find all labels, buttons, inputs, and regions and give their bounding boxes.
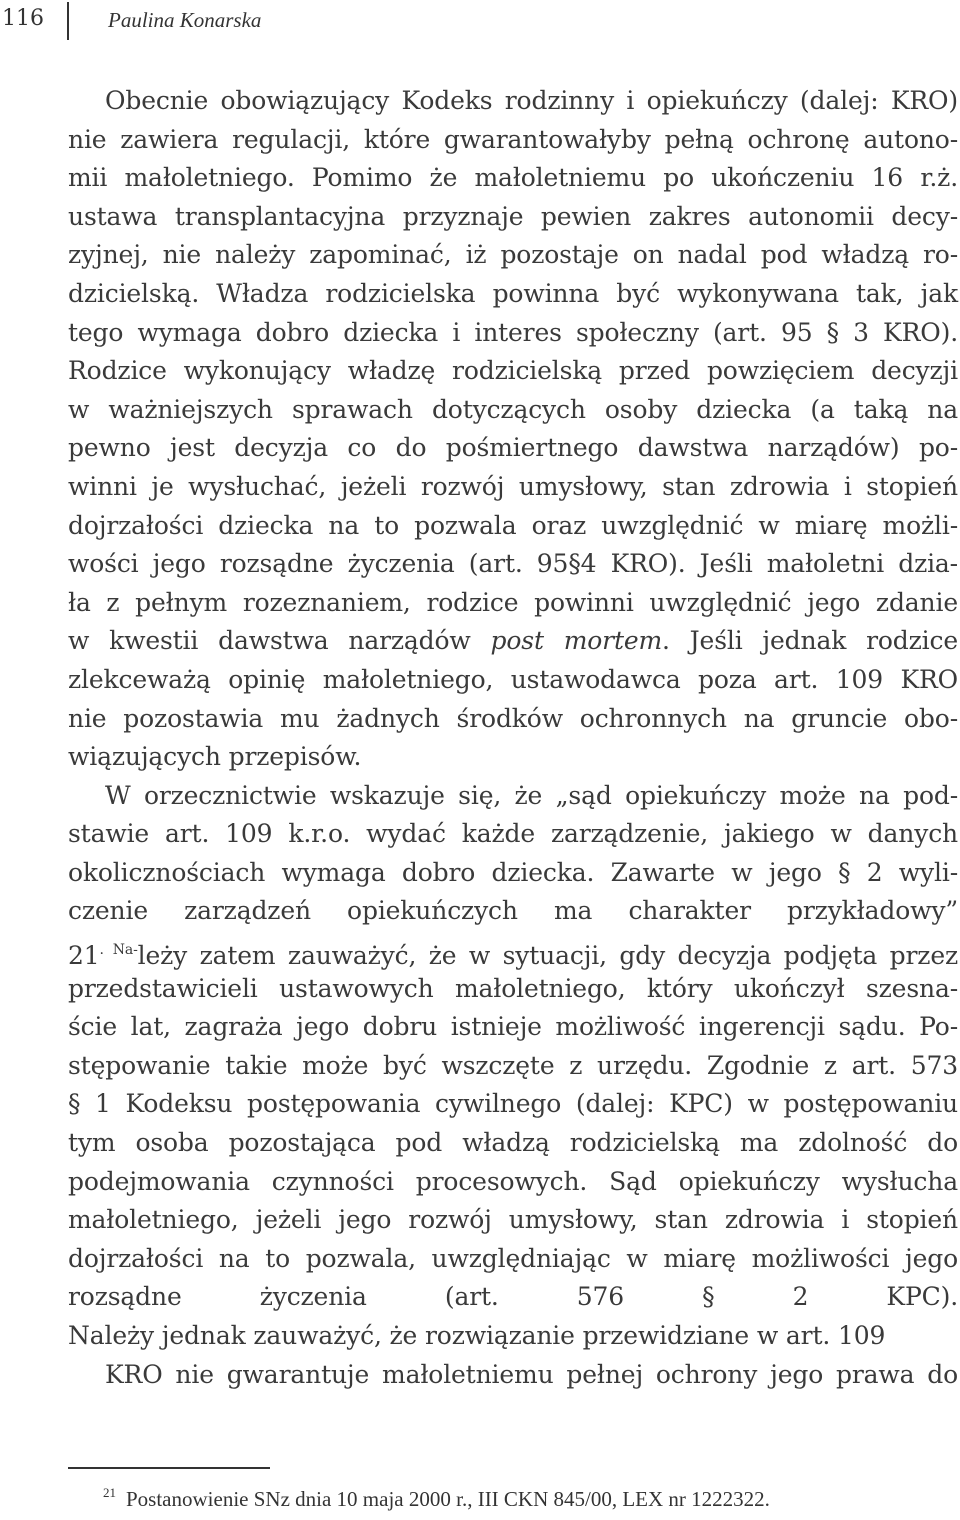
text-line: tym osoba pozostająca pod władzą rodzicielską ma zdolność do <box>68 1128 958 1158</box>
page-number: 116 <box>2 6 44 31</box>
text-line: wości jego rozsądne życzenia (art. 95§4 KRO). Jeśli małoletni dzia- <box>68 549 958 579</box>
text-line: dojrzałości dziecka na to pozwala oraz uwzględnić w miarę możli- <box>68 510 958 540</box>
text-line: rozsądne życzenia (art. 576 § 2 KPC). <box>68 1282 958 1312</box>
text-segment: 21 <box>68 941 100 971</box>
text-line: Obecnie obowiązujący Kodeks rodzinny i opiekuńczy (dalej: KRO) <box>105 86 958 115</box>
text-line: pewno jest decyzja co do pośmiertnego dawstwa narządów) po- <box>68 433 958 463</box>
text-line: winni je wysłuchać, jeżeli rozwój umysłowy, stan zdrowia i stopień <box>68 471 958 501</box>
text-line: Należy jednak zauważyć, że rozwiązanie przewidziane w art. 109 <box>68 1321 886 1350</box>
text-line: ustawa transplantacyjna przyznaje pewien zakres autonomii decy- <box>68 201 958 231</box>
text-line: w ważniejszych sprawach dotyczących osoby dziecka (a taką na <box>68 394 958 424</box>
footnote-number: 21 <box>103 1485 116 1500</box>
text-line: stępowanie takie może być wszczęte z urzędu. Zgodnie z art. 573 <box>68 1050 958 1080</box>
body-text <box>68 82 958 1433</box>
text-line: mii małoletniego. Pomimo że małoletniemu po ukończeniu 16 r.ż. <box>68 163 958 193</box>
text-segment: leży zatem zauważyć, że w sytuacji, gdy decyzja podjęta przez <box>137 941 958 971</box>
text-line: Rodzice wykonujący władzę rodzicielską przed powzięciem decyzji <box>68 356 958 386</box>
text-line <box>68 1394 958 1433</box>
text-line: podejmowania czynności procesowych. Sąd opiekuńczy wysłucha <box>68 1166 958 1196</box>
text-line: W orzecznictwie wskazuje się, że „sąd opiekuńczy może na pod- <box>105 780 958 810</box>
italic-term: post mortem <box>490 626 663 656</box>
header-divider <box>67 2 69 40</box>
text-line: nie zawiera regulacji, które gwarantowałyby pełną ochronę autono- <box>68 124 958 154</box>
running-head-author: Paulina Konarska <box>108 8 262 32</box>
text-line: przedstawicieli ustawowych małoletniego, który ukończył szesna- <box>68 973 958 1003</box>
text-line: zyjnej, nie należy zapominać, iż pozostaje on nadal pod władzą ro- <box>68 240 958 270</box>
text-line: KRO nie gwarantuje małoletniemu pełnej ochrony jego prawa do <box>105 1359 958 1389</box>
footnote-text: Postanowienie SNz dnia 10 maja 2000 r., III CKN 845/00, LEX nr 1222322. <box>126 1487 770 1511</box>
text-line: czenie zarządzeń opiekuńczych ma charakter przykładowy” <box>68 896 958 926</box>
text-line: okolicznościach wymaga dobro dziecka. Zawarte w jego § 2 wyli- <box>68 857 958 887</box>
text-line: małoletniego, jeżeli jego rozwój umysłowy, stan zdrowia i stopień <box>68 1205 958 1235</box>
text-line: ła z pełnym rozeznaniem, rodzice powinni uwzględnić jego zdanie <box>68 587 958 617</box>
text-line: wiązujących przepisów. <box>68 742 362 772</box>
text-line <box>68 931 958 970</box>
text-line: dzicielską. Władza rodzicielska powinna być wykonywana tak, jak <box>68 278 958 308</box>
text-line: § 1 Kodeksu postępowania cywilnego (dalej: KPC) w postępowaniu <box>68 1089 958 1119</box>
text-line: nie pozostawia mu żadnych środków ochronnych na gruncie obo- <box>68 703 958 733</box>
text-segment: . Jeśli jednak rodzice <box>662 626 958 656</box>
text-line: stawie art. 109 k.r.o. wydać każde zarządzenie, jakiego w danych <box>68 819 958 849</box>
page-header <box>0 0 960 44</box>
footnote-reference: . Na- <box>99 942 138 959</box>
text-line: zlekceważą opinię małoletniego, ustawodawca poza art. 109 KRO <box>68 664 958 694</box>
text-line: dojrzałości na to pozwala, uwzględniając w miarę możliwości jego <box>68 1243 958 1273</box>
text-line: ście lat, zagraża jego dobru istnieje możliwość ingerencji sądu. Po- <box>68 1012 958 1042</box>
text-line: tego wymaga dobro dziecka i interes społeczny (art. 95 § 3 KRO). <box>68 317 958 347</box>
text-segment: w kwestii dawstwa narządów <box>68 626 491 656</box>
text-line <box>68 622 958 661</box>
footnote-divider <box>68 1467 270 1469</box>
footnote <box>103 1485 960 1512</box>
